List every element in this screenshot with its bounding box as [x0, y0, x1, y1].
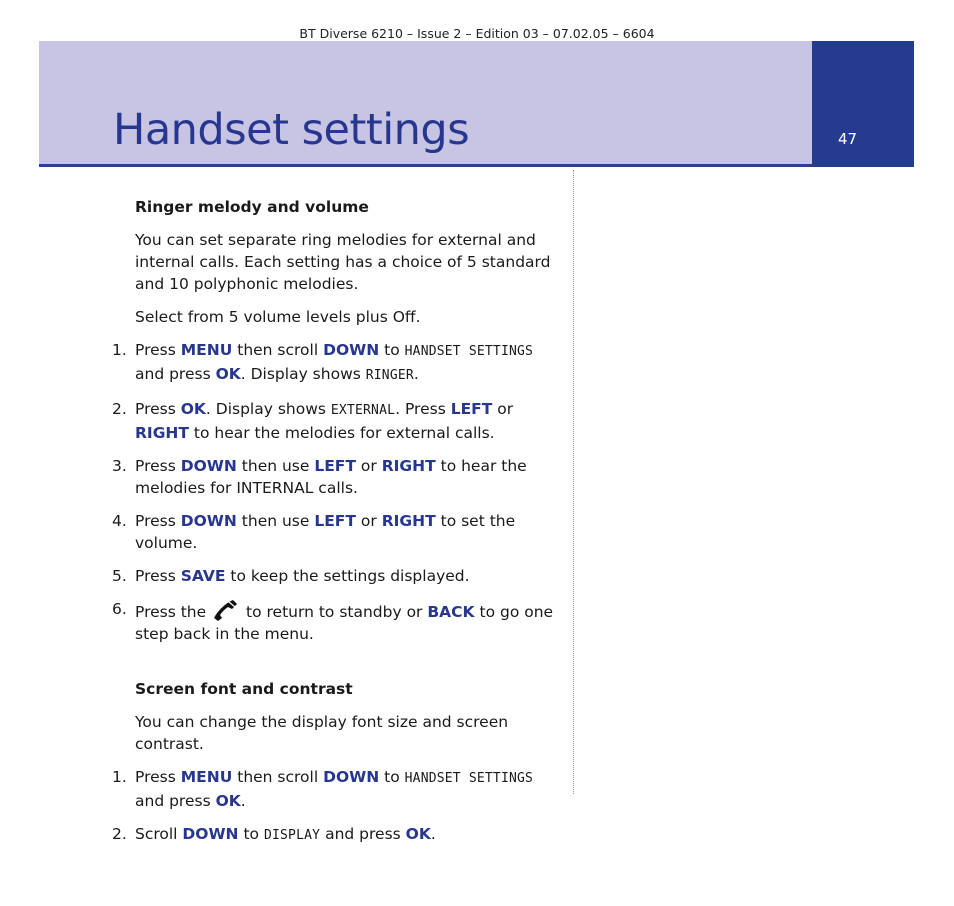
step-number: 1. [112, 341, 127, 359]
main-column [112, 196, 565, 858]
step-text: to set the volume. [135, 512, 516, 552]
key-down: DOWN [323, 768, 380, 786]
section-heading-screen: Screen font and contrast [135, 680, 353, 698]
ringer-volume-note: Select from 5 volume levels plus Off. [135, 308, 421, 326]
page-tab [812, 41, 914, 167]
step-text: Press [135, 400, 181, 418]
step-text: to [379, 341, 405, 359]
key-left: LEFT [450, 400, 493, 418]
step-text: and press [320, 825, 406, 843]
display-text: DISPLAY [263, 828, 321, 843]
section-heading-ringer: Ringer melody and volume [135, 198, 369, 216]
step-text: or [355, 457, 382, 475]
key-ok: OK [215, 365, 241, 383]
step-number: 4. [112, 512, 127, 530]
step-text: to [379, 768, 405, 786]
step-text: to hear the melodies for INTERNAL calls. [135, 457, 527, 497]
step-text: Press [135, 457, 181, 475]
key-right: RIGHT [381, 457, 436, 475]
step-number: 5. [112, 567, 127, 585]
key-left: LEFT [314, 512, 356, 530]
column-divider [573, 170, 574, 794]
key-ok: OK [180, 400, 206, 418]
step-text: or [492, 400, 514, 418]
step-number: 2. [112, 825, 127, 843]
list-item [112, 598, 565, 645]
document-reference: BT Diverse 6210 – Issue 2 – Edition 03 – 07.02.05 – 6604 [299, 26, 655, 41]
key-ok: OK [215, 792, 241, 810]
step-text: and press [135, 792, 216, 810]
list-item [112, 766, 565, 812]
key-down: DOWN [180, 512, 237, 530]
ringer-steps [112, 339, 565, 645]
list-item [112, 565, 565, 587]
key-save: SAVE [180, 567, 226, 585]
step-text: to [238, 825, 264, 843]
list-item [112, 398, 565, 444]
step-text: and press [135, 365, 216, 383]
display-text: HANDSET SETTINGS [404, 771, 534, 786]
list-item [112, 510, 565, 554]
step-text: . [430, 825, 436, 843]
step-number: 2. [112, 400, 127, 418]
key-menu: MENU [180, 341, 233, 359]
step-text: . [240, 792, 246, 810]
key-menu: MENU [180, 768, 233, 786]
step-text: . Press [395, 400, 451, 418]
key-right: RIGHT [381, 512, 436, 530]
step-text: to hear the melodies for external calls. [188, 424, 495, 442]
end-call-handset-icon [211, 598, 241, 622]
key-back: BACK [427, 603, 475, 621]
page-number: 47 [838, 130, 858, 148]
step-text: . Display shows [240, 365, 366, 383]
step-text: Press the [135, 603, 212, 621]
step-text: Press [135, 768, 181, 786]
banner-rule [39, 164, 839, 167]
step-number: 3. [112, 457, 127, 475]
step-text: Scroll [135, 825, 183, 843]
key-left: LEFT [314, 457, 356, 475]
step-text: Press [135, 567, 181, 585]
list-item [112, 455, 565, 499]
section-spacer [135, 656, 565, 678]
step-text: to keep the settings displayed. [225, 567, 470, 585]
key-right: RIGHT [135, 424, 189, 442]
step-text: then use [236, 512, 315, 530]
key-ok: OK [405, 825, 431, 843]
step-text: to return to standby or [241, 603, 428, 621]
step-text: Press [135, 512, 181, 530]
list-item [112, 823, 565, 847]
step-number: 1. [112, 768, 127, 786]
step-text: then scroll [232, 768, 324, 786]
step-text: . [413, 365, 419, 383]
step-text: then scroll [232, 341, 324, 359]
step-text: Press [135, 341, 181, 359]
screen-steps [112, 766, 565, 847]
screen-intro: You can change the display font size and screen contrast. [135, 713, 509, 753]
display-text: HANDSET SETTINGS [404, 344, 534, 359]
step-number: 6. [112, 600, 127, 618]
list-item [112, 339, 565, 387]
ringer-intro: You can set separate ring melodies for external and internal calls. Each setting has a choice of 5 standard and 10 polyphonic melodies. [135, 231, 551, 293]
key-down: DOWN [323, 341, 380, 359]
key-down: DOWN [180, 457, 237, 475]
display-text: EXTERNAL [330, 403, 396, 418]
step-text: . Display shows [205, 400, 331, 418]
step-text: or [355, 512, 382, 530]
step-text: then use [236, 457, 315, 475]
page-title: Handset settings [113, 105, 470, 155]
display-text: RINGER [365, 368, 414, 383]
key-down: DOWN [182, 825, 239, 843]
step-text: to go one step back in the menu. [135, 603, 554, 643]
